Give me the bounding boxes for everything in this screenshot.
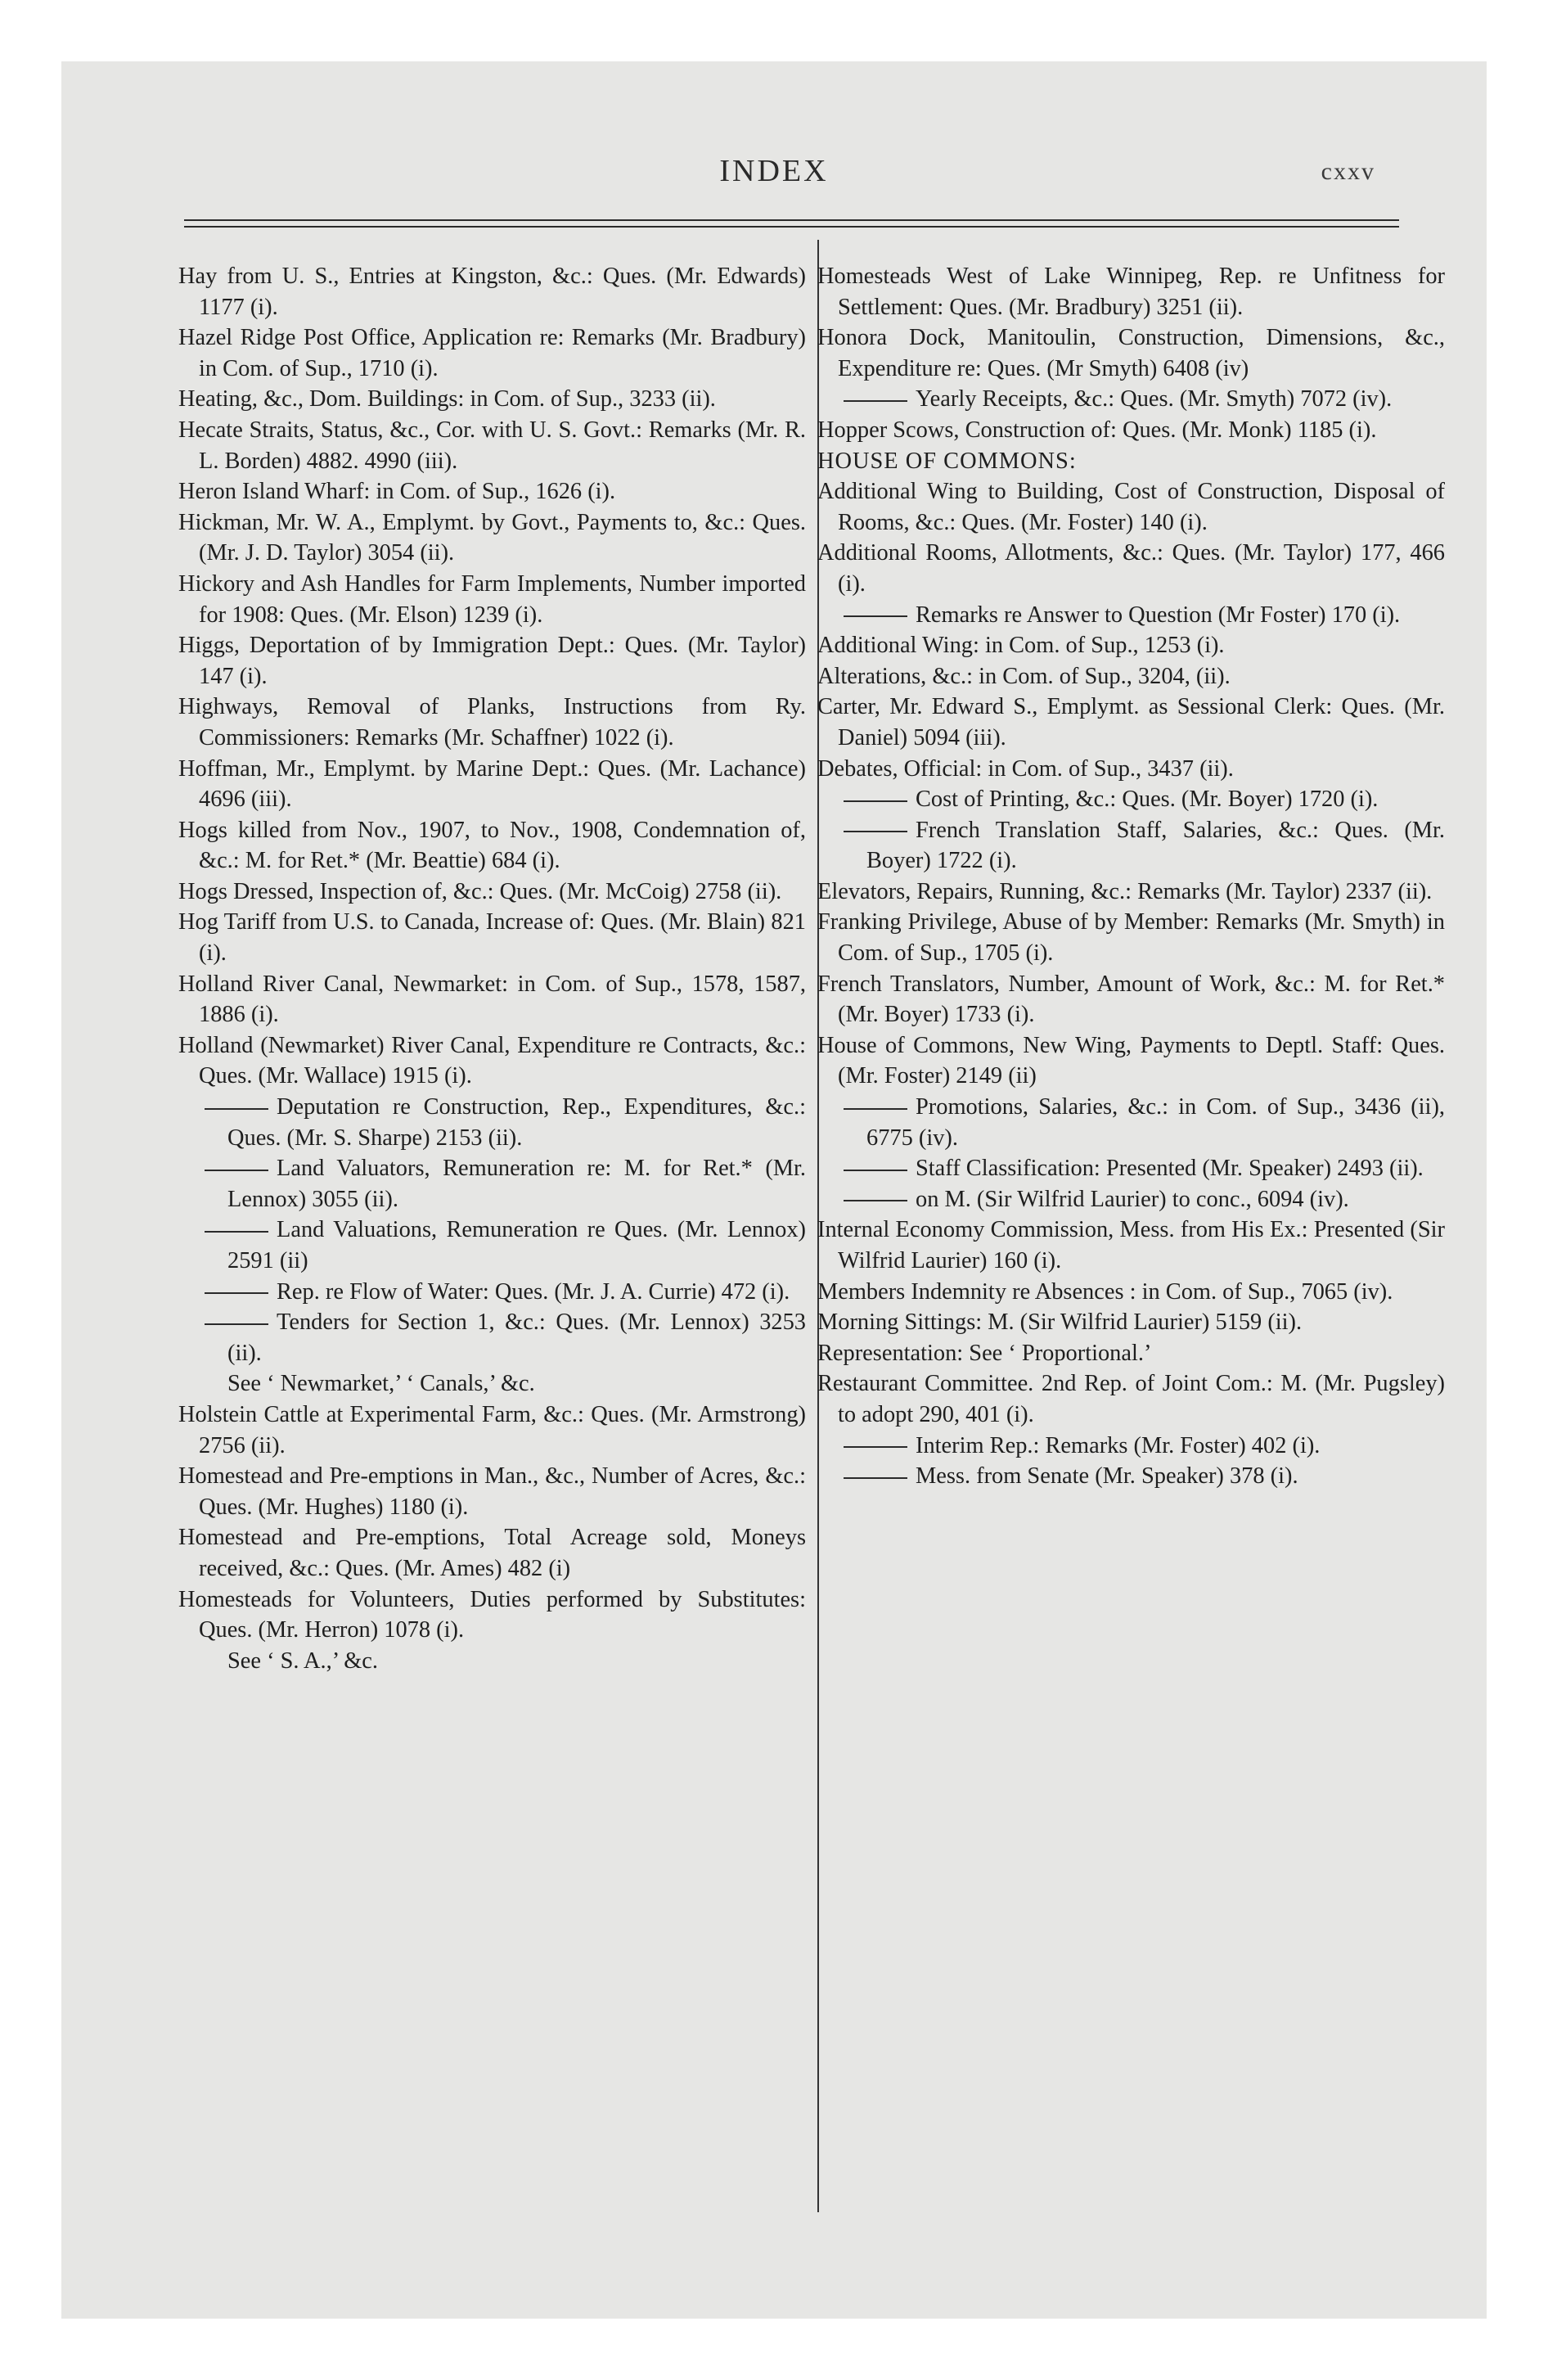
index-entry <box>178 1522 806 1584</box>
entry-text: French Translation Staff, Salaries, &c.: Ques. (Mr. Boyer) 1722 (i). <box>866 817 1445 874</box>
ditto-dash <box>844 615 907 617</box>
ditto-dash <box>205 1170 268 1171</box>
entry-text: Holland (Newmarket) River Canal, Expenditure re Contracts, &c.: Ques. (Mr. Wallace) 1915 (i). <box>178 1032 806 1089</box>
entry-text: Members Indemnity re Absences : in Com. of Sup., 7065 (iv). <box>817 1278 1393 1305</box>
entry-text: Additional Wing to Building, Cost of Construction, Disposal of Rooms, &c.: Ques. (Mr. Foster) 140 (i). <box>817 479 1445 535</box>
ditto-dash <box>844 1446 907 1448</box>
index-subentry <box>817 1461 1445 1492</box>
entry-text: Remarks re Answer to Question (Mr Foster) 170 (i). <box>916 602 1401 628</box>
index-page <box>61 61 1487 2319</box>
index-entry <box>817 1215 1445 1276</box>
header-rule <box>184 219 1399 221</box>
entry-text: Highways, Removal of Planks, Instructions from Ry. Commissioners: Remarks (Mr. Schaffner) 1022 (i). <box>178 694 806 751</box>
entry-text: Franking Privilege, Abuse of by Member: Remarks (Mr. Smyth) in Com. of Sup., 1705 (i). <box>817 909 1445 967</box>
entry-text: Hoffman, Mr., Emplymt. by Marine Dept.: Ques. (Mr. Lachance) 4696 (iii). <box>178 755 806 813</box>
index-subentry <box>178 1153 806 1215</box>
index-entry <box>178 261 806 322</box>
index-entry <box>817 692 1445 753</box>
entry-text: Alterations, &c.: in Com. of Sup., 3204, (ii). <box>817 663 1231 689</box>
entry-text: Deputation re Construction, Rep., Expenditures, &c.: Ques. (Mr. S. Sharpe) 2153 (ii). <box>227 1094 806 1151</box>
entry-text: Land Valuations, Remuneration re Ques. (Mr. Lennox) 2591 (ii) <box>227 1217 806 1273</box>
ditto-dash <box>844 400 907 402</box>
entry-text: Additional Wing: in Com. of Sup., 1253 (i). <box>817 633 1225 659</box>
index-entry <box>178 1584 806 1646</box>
entry-text: Hay from U. S., Entries at Kingston, &c.: Ques. (Mr. Edwards) 1177 (i). <box>178 264 806 320</box>
index-subentry <box>178 1277 806 1308</box>
ditto-dash <box>205 1231 268 1233</box>
entry-text: Restaurant Committee. 2nd Rep. of Joint Com.: M. (Mr. Pugsley) to adopt 290, 401 (i). <box>817 1371 1445 1427</box>
index-subentry <box>178 1307 806 1368</box>
entry-text: Homestead and Pre-emptions in Man., &c., Number of Acres, &c.: Ques. (Mr. Hughes) 1180 (i). <box>178 1463 806 1520</box>
index-entry <box>178 692 806 753</box>
index-entry <box>817 661 1445 692</box>
index-entry <box>817 538 1445 599</box>
entry-text: Hickory and Ash Handles for Farm Implements, Number imported for 1908: Ques. (Mr. Elson) 1239 (i). <box>178 570 806 628</box>
index-entry <box>178 1461 806 1522</box>
index-entry <box>178 384 806 415</box>
index-entry <box>817 877 1445 908</box>
index-entry <box>817 1030 1445 1092</box>
index-subentry <box>817 1184 1445 1215</box>
entry-text: Representation: See ‘ Proportional.’ <box>817 1340 1152 1366</box>
ditto-dash <box>205 1323 268 1325</box>
entry-text: HOUSE OF COMMONS: <box>817 448 1077 474</box>
entry-text: Carter, Mr. Edward S., Emplymt. as Sessional Clerk: Ques. (Mr. Daniel) 5094 (iii). <box>817 694 1445 751</box>
entry-text: French Translators, Number, Amount of Work, &c.: M. for Ret.* (Mr. Boyer) 1733 (i). <box>817 971 1445 1028</box>
index-entry <box>817 1338 1445 1369</box>
index-entry <box>817 476 1445 538</box>
index-entry <box>817 969 1445 1030</box>
entry-text: Hazel Ridge Post Office, Application re: Remarks (Mr. Bradbury) in Com. of Sup., 1710 (i). <box>178 325 806 381</box>
header-rule <box>184 226 1399 228</box>
index-subentry <box>817 784 1445 815</box>
index-entry <box>178 507 806 569</box>
index-entry <box>178 1030 806 1092</box>
index-entry <box>178 630 806 692</box>
entry-text: Yearly Receipts, &c.: Ques. (Mr. Smyth) 7072 (iv). <box>916 386 1393 412</box>
index-entry <box>817 1368 1445 1430</box>
entry-text: Homesteads West of Lake Winnipeg, Rep. re Unfitness for Settlement: Ques. (Mr. Bradbury) 3251 (ii). <box>817 264 1445 320</box>
index-entry <box>817 261 1445 322</box>
see-reference <box>178 1368 806 1400</box>
ditto-dash <box>844 800 907 802</box>
entry-text: Promotions, Salaries, &c.: in Com. of Sup., 3436 (ii), 6775 (iv). <box>866 1094 1445 1151</box>
ditto-dash <box>844 1108 907 1110</box>
index-subentry <box>817 1431 1445 1462</box>
entry-text: Hickman, Mr. W. A., Emplymt. by Govt., Payments to, &c.: Ques. (Mr. J. D. Taylor) 3054 (ii). <box>178 509 806 566</box>
ditto-dash <box>205 1108 268 1110</box>
entry-text: Holland River Canal, Newmarket: in Com. of Sup., 1578, 1587, 1886 (i). <box>178 971 806 1028</box>
right-column <box>817 261 1445 1492</box>
entry-text: Rep. re Flow of Water: Ques. (Mr. J. A. Currie) 472 (i). <box>277 1278 790 1305</box>
entry-text: Elevators, Repairs, Running, &c.: Remarks (Mr. Taylor) 2337 (ii). <box>817 878 1433 904</box>
page-number: cxxv <box>1321 158 1375 185</box>
see-reference <box>178 1646 806 1677</box>
index-entry <box>178 1400 806 1461</box>
index-entry <box>817 907 1445 968</box>
entry-text: Tenders for Section 1, &c.: Ques. (Mr. Lennox) 3253 (ii). <box>227 1309 806 1366</box>
index-subentry <box>178 1092 806 1153</box>
index-subentry <box>178 1215 806 1276</box>
index-entry <box>817 415 1445 446</box>
index-entry <box>178 476 806 507</box>
entry-text: Internal Economy Commission, Mess. from His Ex.: Presented (Sir Wilfrid Laurier) 160 (i). <box>817 1217 1445 1273</box>
entry-text: Cost of Printing, &c.: Ques. (Mr. Boyer) 1720 (i). <box>916 787 1379 813</box>
ditto-dash <box>844 1477 907 1479</box>
entry-text: House of Commons, New Wing, Payments to Deptl. Staff: Ques. (Mr. Foster) 2149 (ii) <box>817 1032 1445 1089</box>
section-heading <box>817 446 1445 477</box>
index-entry <box>178 815 806 877</box>
entry-text: Homesteads for Volunteers, Duties performed by Substitutes: Ques. (Mr. Herron) 1078 (i). <box>178 1586 806 1643</box>
index-entry <box>817 754 1445 785</box>
entry-text: on M. (Sir Wilfrid Laurier) to conc., 6094 (iv). <box>916 1186 1349 1212</box>
index-entry <box>178 569 806 630</box>
entry-text: Hogs killed from Nov., 1907, to Nov., 1908, Condemnation of, &c.: M. for Ret.* (Mr. Beattie) 684 (i). <box>178 817 806 874</box>
index-entry <box>817 630 1445 661</box>
index-subentry <box>817 600 1445 631</box>
entry-text: Hog Tariff from U.S. to Canada, Increase of: Ques. (Mr. Blain) 821 (i). <box>178 909 806 967</box>
index-entry <box>817 322 1445 384</box>
entry-text: Interim Rep.: Remarks (Mr. Foster) 402 (i). <box>916 1432 1321 1458</box>
entry-text: Homestead and Pre-emptions, Total Acreage sold, Moneys received, &c.: Ques. (Mr. Ames) 482 (i) <box>178 1525 806 1581</box>
index-entry <box>178 322 806 384</box>
entry-text: Land Valuators, Remuneration re: M. for Ret.* (Mr. Lennox) 3055 (ii). <box>227 1156 806 1212</box>
index-entry <box>178 907 806 968</box>
index-subentry <box>817 815 1445 877</box>
entry-text: See ‘ Newmarket,’ ‘ Canals,’ &c. <box>227 1371 535 1397</box>
entry-text: Mess. from Senate (Mr. Speaker) 378 (i). <box>916 1463 1298 1490</box>
entry-text: Staff Classification: Presented (Mr. Speaker) 2493 (ii). <box>916 1156 1424 1182</box>
entry-text: Hogs Dressed, Inspection of, &c.: Ques. (Mr. McCoig) 2758 (ii). <box>178 878 782 904</box>
index-subentry <box>817 384 1445 415</box>
index-entry <box>178 754 806 815</box>
ditto-dash <box>844 831 907 832</box>
index-subentry <box>817 1153 1445 1184</box>
entry-text: Heron Island Wharf: in Com. of Sup., 1626 (i). <box>178 479 616 505</box>
index-subentry <box>817 1092 1445 1153</box>
entry-text: Hecate Straits, Status, &c., Cor. with U. S. Govt.: Remarks (Mr. R. L. Borden) 4882. 4990 (iii). <box>178 417 806 474</box>
entry-text: Honora Dock, Manitoulin, Construction, Dimensions, &c., Expenditure re: Ques. (Mr Smyth) 6408 (iv) <box>817 325 1445 381</box>
entry-text: Higgs, Deportation of by Immigration Dept.: Ques. (Mr. Taylor) 147 (i). <box>178 633 806 689</box>
entry-text: Morning Sittings: M. (Sir Wilfrid Laurier) 5159 (ii). <box>817 1309 1303 1336</box>
entry-text: See ‘ S. A.,’ &c. <box>227 1648 378 1674</box>
index-entry <box>178 969 806 1030</box>
index-entry <box>178 415 806 476</box>
entry-text: Heating, &c., Dom. Buildings: in Com. of Sup., 3233 (ii). <box>178 386 716 412</box>
page-title: INDEX <box>719 154 829 188</box>
index-entry <box>817 1277 1445 1308</box>
index-entry <box>178 877 806 908</box>
ditto-dash <box>844 1170 907 1171</box>
ditto-dash <box>844 1200 907 1201</box>
left-column <box>178 261 806 1676</box>
index-entry <box>817 1307 1445 1338</box>
entry-text: Additional Rooms, Allotments, &c.: Ques. (Mr. Taylor) 177, 466 (i). <box>817 540 1445 597</box>
entry-text: Hopper Scows, Construction of: Ques. (Mr. Monk) 1185 (i). <box>817 417 1377 443</box>
entry-text: Debates, Official: in Com. of Sup., 3437 (ii). <box>817 755 1234 782</box>
ditto-dash <box>205 1292 268 1294</box>
entry-text: Holstein Cattle at Experimental Farm, &c.: Ques. (Mr. Armstrong) 2756 (ii). <box>178 1401 806 1458</box>
